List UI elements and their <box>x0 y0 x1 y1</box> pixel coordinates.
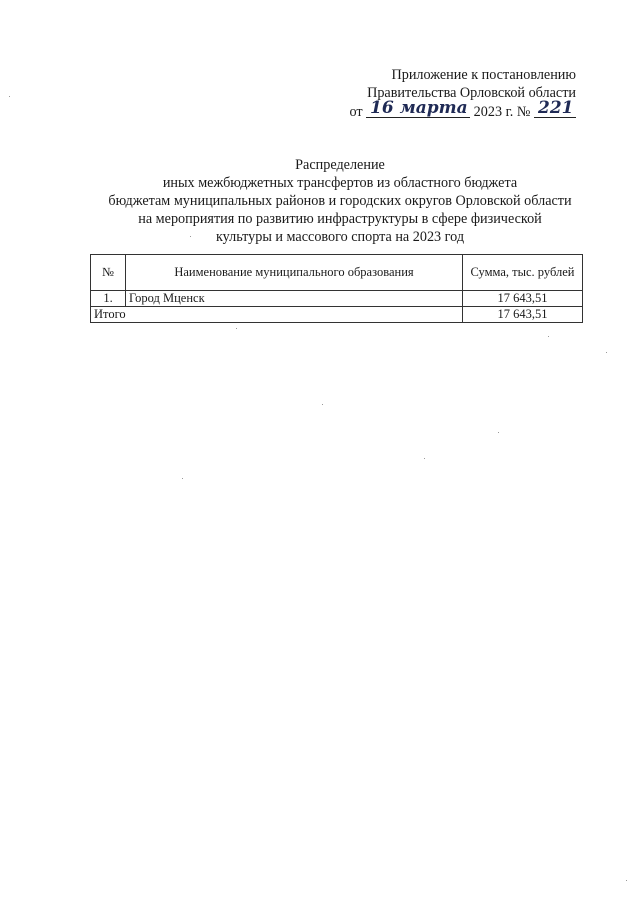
table-header-row <box>91 255 583 291</box>
row-sum: 17 643,51 <box>463 291 583 307</box>
title-line-5: культуры и массового спорта на 2023 год <box>215 229 465 245</box>
appendix-line-1: Приложение к постановлению <box>391 67 576 83</box>
header-name: Наименование муниципального образования <box>126 255 463 291</box>
handwritten-number <box>534 96 576 120</box>
appendix-line-2: Правительства Орловской области <box>367 85 576 101</box>
year-number-label: 2023 г. № <box>473 104 531 120</box>
scan-speck <box>498 432 499 433</box>
scan-speck <box>236 328 237 329</box>
table-row <box>91 291 583 307</box>
approval-line <box>330 98 576 121</box>
from-label: от <box>349 104 363 120</box>
date-field <box>366 98 470 118</box>
header-number: № <box>91 255 126 291</box>
scan-speck <box>548 336 549 337</box>
title-line-2: иных межбюджетных трансфертов из областного бюджета <box>162 175 518 191</box>
document-title <box>60 156 620 246</box>
number-field <box>534 98 576 118</box>
handwritten-date <box>366 96 470 120</box>
scan-speck <box>606 352 607 353</box>
appendix-header <box>330 66 576 121</box>
title-line-1: Распределение <box>295 157 385 173</box>
scan-speck <box>182 478 183 479</box>
allocation-table <box>90 254 583 323</box>
total-row <box>91 307 583 323</box>
title-line-3: бюджетам муниципальных районов и городских округов Орловской области <box>108 193 572 209</box>
handwritten-number-text: 221 <box>538 98 574 118</box>
title-line-4: на мероприятия по развитию инфраструктуры в сфере физической <box>138 211 542 227</box>
total-label: Итого <box>91 307 463 323</box>
total-sum: 17 643,51 <box>463 307 583 323</box>
scan-speck <box>322 404 323 405</box>
scan-speck <box>626 880 627 881</box>
row-name: Город Мценск <box>126 291 463 307</box>
scan-speck <box>424 458 425 459</box>
header-sum: Сумма, тыс. рублей <box>463 255 583 291</box>
handwritten-date-text: 16 марта <box>370 98 468 118</box>
scan-speck <box>9 96 10 97</box>
row-number: 1. <box>91 291 126 307</box>
